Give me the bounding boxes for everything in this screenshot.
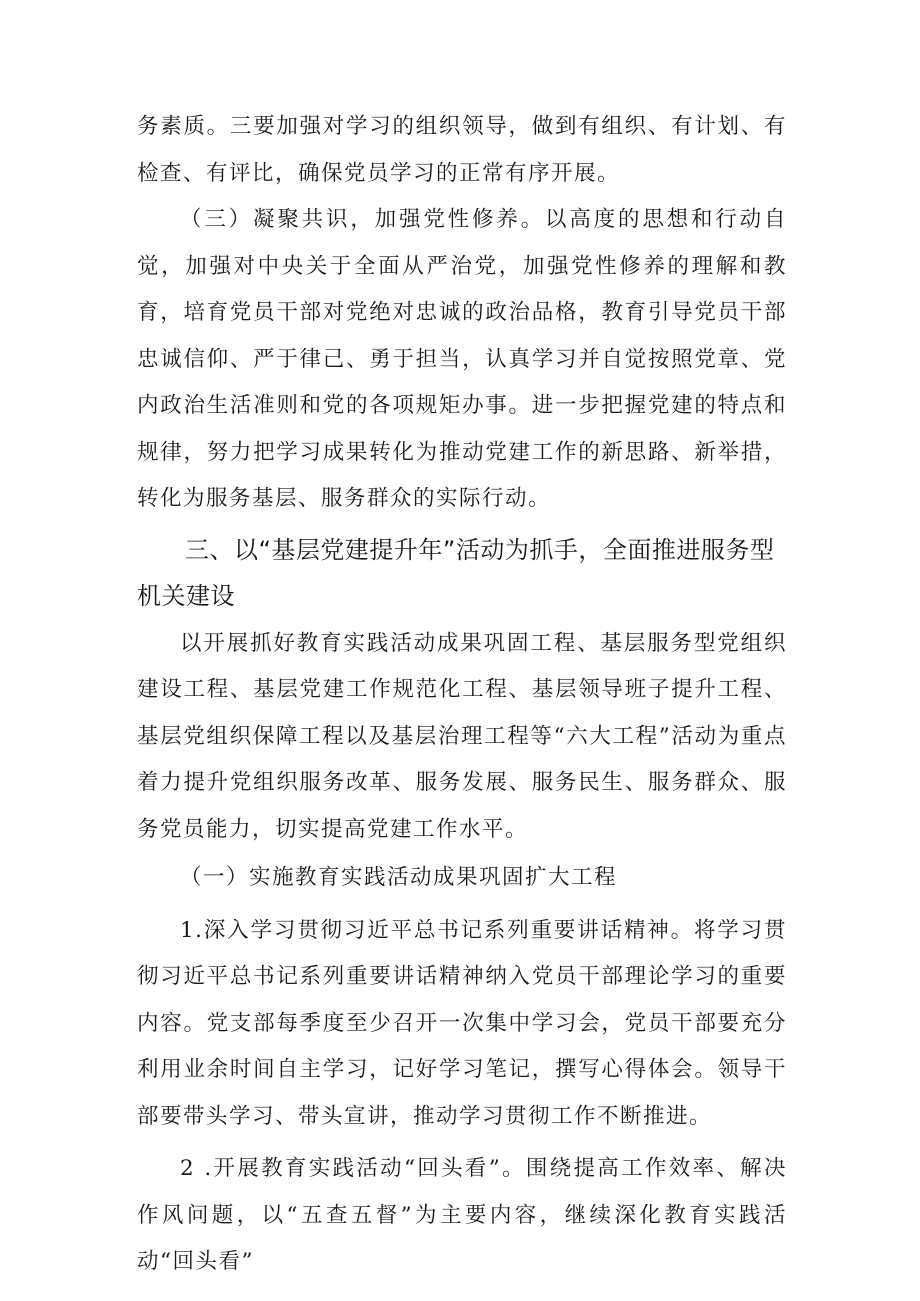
document-body bbox=[137, 104, 787, 1286]
paragraph-continuation: 务素质。三要加强对学习的组织领导，做到有组织、有计划、有检查、有评比，确保党员学习的正常有序开展。 bbox=[137, 114, 787, 186]
subsection-heading-one: （一）实施教育实践活动成果巩固扩大工程 bbox=[180, 865, 618, 890]
paragraph-party-spirit: （三）凝聚共识，加强党性修养。以高度的思想和行动自觉，加强对中央关于全面从严治党，加强党性修养的理解和教育，培育党员干部对党绝对忠诚的政治品格，教育引导党员干部忠诚信仰、严于律己、勇于担当，认真学习并自觉按照党章、党内政治生活准则和党的各项规矩办事。进一步把握党建的特点和规律，努力把学习成果转化为推动党建工作的新思路、新举措，转化为服务基层、服务群众的实际行动。 bbox=[137, 207, 787, 511]
list-item-2: 2 .开展教育实践活动“回头看”。围绕提高工作效率、解决作风问题，以“五查五督”为主要内容，继续深化教育实践活动“回头看” bbox=[137, 1156, 787, 1274]
paragraph-six-projects: 以开展抓好教育实践活动成果巩固工程、基层服务型党组织建设工程、基层党建工作规范化工程、基层领导班子提升工程、基层党组织保障工程以及基层治理工程等“六大工程”活动为重点着力提升党组织服务改革、服务发展、服务民生、服务群众、服务党员能力，切实提高党建工作水平。 bbox=[137, 630, 787, 842]
list-item-1: 1.深入学习贯彻习近平总书记系列重要讲话精神。将学习贯彻习近平总书记系列重要讲话精神纳入党员干部理论学习的重要内容。党支部每季度至少召开一次集中学习会，党员干部要充分利用业余时间自主学习，记好学习笔记，撰写心得体会。领导干部要带头学习、带头宣讲，推动学习贯彻工作不断推进。 bbox=[137, 917, 787, 1129]
section-heading-three: 三、以“基层党建提升年”活动为抓手，全面推进服务型机关建设 bbox=[137, 535, 775, 610]
